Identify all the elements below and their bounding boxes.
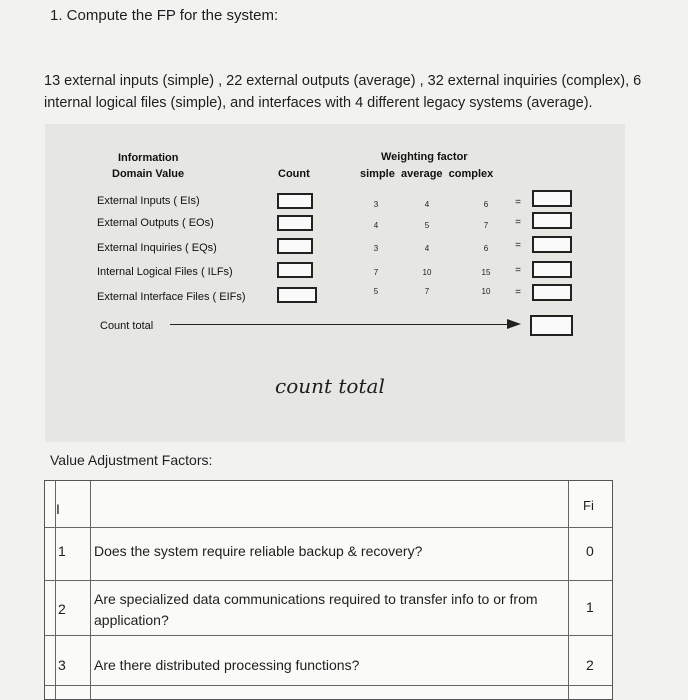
vaf-row-fi: 2 (586, 657, 594, 673)
info-header-line1: Information (118, 152, 179, 164)
problem-text: 13 external inputs (simple) , 22 external outputs (average) , 32 external inquiries (complex), 6 internal logical files (simple), and interfaces with 4 different legacy systems (average). (44, 73, 642, 111)
vaf-table (44, 480, 613, 700)
question-title: 1. Compute the FP for the system: (50, 7, 279, 24)
weight-complex: 7 (483, 221, 489, 230)
result-box-ilfs[interactable] (532, 261, 572, 278)
count-box-eis[interactable] (277, 193, 313, 209)
row-label-ilfs: Internal Logical Files ( ILFs) (97, 266, 233, 278)
result-box-eis[interactable] (532, 190, 572, 207)
row-label-eis: External Inputs ( EIs) (97, 195, 200, 207)
vaf-header-index: I (56, 501, 60, 517)
equals-sign: = (515, 197, 521, 208)
weight-average: 4 (424, 244, 430, 253)
vaf-row-question: Are specialized data communications required to transfer info to or from application? (94, 591, 538, 628)
arrow-head-icon (507, 319, 521, 329)
weight-subheader: simple average complex (360, 168, 494, 180)
weight-complex: 6 (483, 200, 489, 209)
row-label-eos: External Outputs ( EOs) (97, 217, 214, 229)
count-box-eos[interactable] (277, 215, 313, 231)
equals-sign: = (515, 217, 521, 228)
weight-average: 10 (422, 268, 432, 277)
count-total-caption: count total (275, 374, 385, 398)
weight-complex: 15 (481, 268, 491, 277)
weight-complex: 6 (483, 244, 489, 253)
vaf-row-question: Does the system require reliable backup & recovery? (94, 543, 423, 559)
weight-simple: 7 (373, 268, 379, 277)
weight-simple: 3 (373, 244, 379, 253)
row-label-eifs: External Interface Files ( EIFs) (97, 291, 246, 303)
count-total-arrow (170, 324, 510, 325)
vaf-header-fi: Fi (583, 498, 594, 513)
vaf-row-index: 3 (58, 657, 66, 673)
vaf-row-fi: 1 (586, 599, 594, 615)
weight-average: 4 (424, 200, 430, 209)
vaf-row-index: 2 (58, 601, 66, 617)
weight-simple: 5 (373, 287, 379, 296)
function-point-table (45, 124, 625, 442)
vaf-row-question: Are there distributed processing functions? (94, 657, 360, 673)
result-box-eos[interactable] (532, 212, 572, 229)
vaf-row-fi: 0 (586, 543, 594, 559)
count-total-box[interactable] (530, 315, 573, 336)
vaf-label: Value Adjustment Factors: (50, 452, 213, 468)
vaf-row-index: 1 (58, 543, 66, 559)
weight-simple: 3 (373, 200, 379, 209)
equals-sign: = (515, 265, 521, 276)
result-box-eqs[interactable] (532, 236, 572, 253)
count-box-eqs[interactable] (277, 238, 313, 254)
weight-header: Weighting factor (381, 151, 468, 163)
weight-simple: 4 (373, 221, 379, 230)
equals-sign: = (515, 240, 521, 251)
count-total-label: Count total (100, 320, 154, 332)
count-header: Count (278, 168, 310, 180)
weight-average: 7 (424, 287, 430, 296)
weight-average: 5 (424, 221, 430, 230)
equals-sign: = (515, 287, 521, 298)
info-header-line2: Domain Value (112, 168, 185, 180)
row-label-eqs: External Inquiries ( EQs) (97, 242, 217, 254)
weight-complex: 10 (481, 287, 491, 296)
result-box-eifs[interactable] (532, 284, 572, 301)
count-box-ilfs[interactable] (277, 262, 313, 278)
count-box-eifs[interactable] (277, 287, 317, 303)
